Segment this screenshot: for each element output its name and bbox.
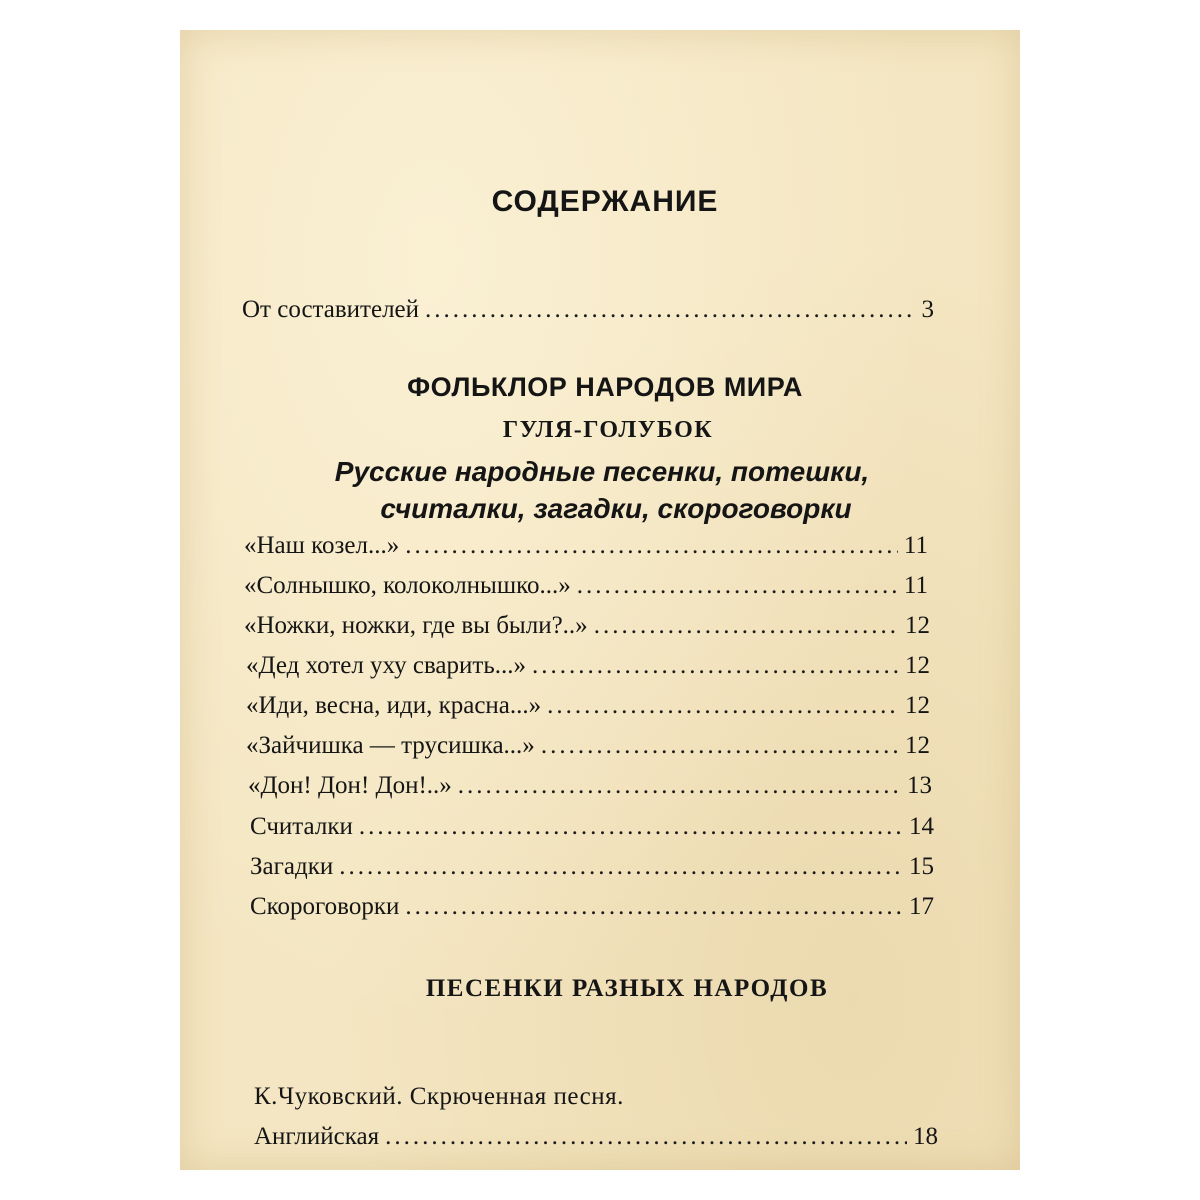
entry-label: «Солнышко, колоколнышко...» — [244, 572, 571, 599]
dot-leader — [405, 532, 898, 560]
book-page — [180, 30, 1020, 1170]
contents-title: СОДЕРЖАНИЕ — [491, 185, 719, 218]
entry-label: Загадки — [250, 853, 334, 880]
genre-subtitle-line-1: Русские народные песенки, потешки, — [334, 456, 870, 487]
entry-page-number: 15 — [909, 853, 934, 880]
entry-label: От составителей — [242, 296, 420, 323]
author-line: К.Чуковский. Скрюченная песня. — [254, 1083, 624, 1110]
entry-page-number: 12 — [905, 732, 930, 759]
dot-leader — [425, 296, 915, 324]
entry-label: «Зайчишка — трусишка...» — [246, 732, 535, 759]
entry-page-number: 12 — [905, 652, 930, 679]
dot-leader — [532, 652, 899, 680]
dot-leader — [541, 732, 899, 760]
dot-leader — [385, 1123, 907, 1151]
toc-entry — [250, 813, 934, 841]
toc-entry — [250, 853, 934, 881]
section-heading: ФОЛЬКЛОР НАРОДОВ МИРА — [407, 372, 803, 402]
toc-entry — [246, 652, 930, 680]
entry-label: «Дед хотел уху сварить...» — [246, 652, 526, 679]
entry-label: «Наш козел...» — [244, 532, 400, 559]
entry-label: «Иди, весна, иди, красна...» — [246, 692, 542, 719]
dot-leader — [577, 572, 898, 600]
entry-label: «Ножки, ножки, где вы были?..» — [244, 612, 588, 639]
entry-page-number: 12 — [905, 612, 930, 639]
entry-page-number: 13 — [907, 772, 932, 799]
entry-label: Английская — [254, 1123, 380, 1150]
toc-entry — [246, 692, 930, 720]
toc-entry — [248, 772, 932, 800]
entry-page-number: 14 — [909, 813, 934, 840]
toc-entry — [244, 532, 928, 560]
genre-subtitle-line-2: считалки, загадки, скороговорки — [380, 493, 852, 524]
dot-leader — [458, 772, 901, 800]
subsection-heading: ГУЛЯ-ГОЛУБОК — [502, 417, 714, 443]
dot-leader — [594, 612, 899, 640]
entry-page-number: 11 — [903, 532, 928, 559]
dot-leader — [339, 853, 903, 881]
entry-page-number: 3 — [921, 296, 934, 323]
dot-leader — [547, 692, 899, 720]
toc-entry — [244, 572, 928, 600]
toc-entry — [246, 732, 930, 760]
toc-entry — [244, 612, 930, 640]
entry-label: «Дон! Дон! Дон!..» — [248, 772, 452, 799]
dot-leader — [359, 813, 903, 841]
entry-page-number: 17 — [909, 893, 934, 920]
entry-page-number: 18 — [913, 1123, 938, 1150]
dot-leader — [405, 893, 903, 921]
entry-page-number: 11 — [903, 572, 928, 599]
entry-page-number: 12 — [905, 692, 930, 719]
toc-entry — [250, 893, 934, 921]
toc-entry-last — [254, 1123, 938, 1151]
entry-label: Считалки — [250, 813, 353, 840]
entry-label: Скороговорки — [250, 893, 400, 920]
section-heading-2: ПЕСЕНКИ РАЗНЫХ НАРОДОВ — [425, 975, 829, 1002]
toc-entry-intro — [242, 296, 934, 324]
